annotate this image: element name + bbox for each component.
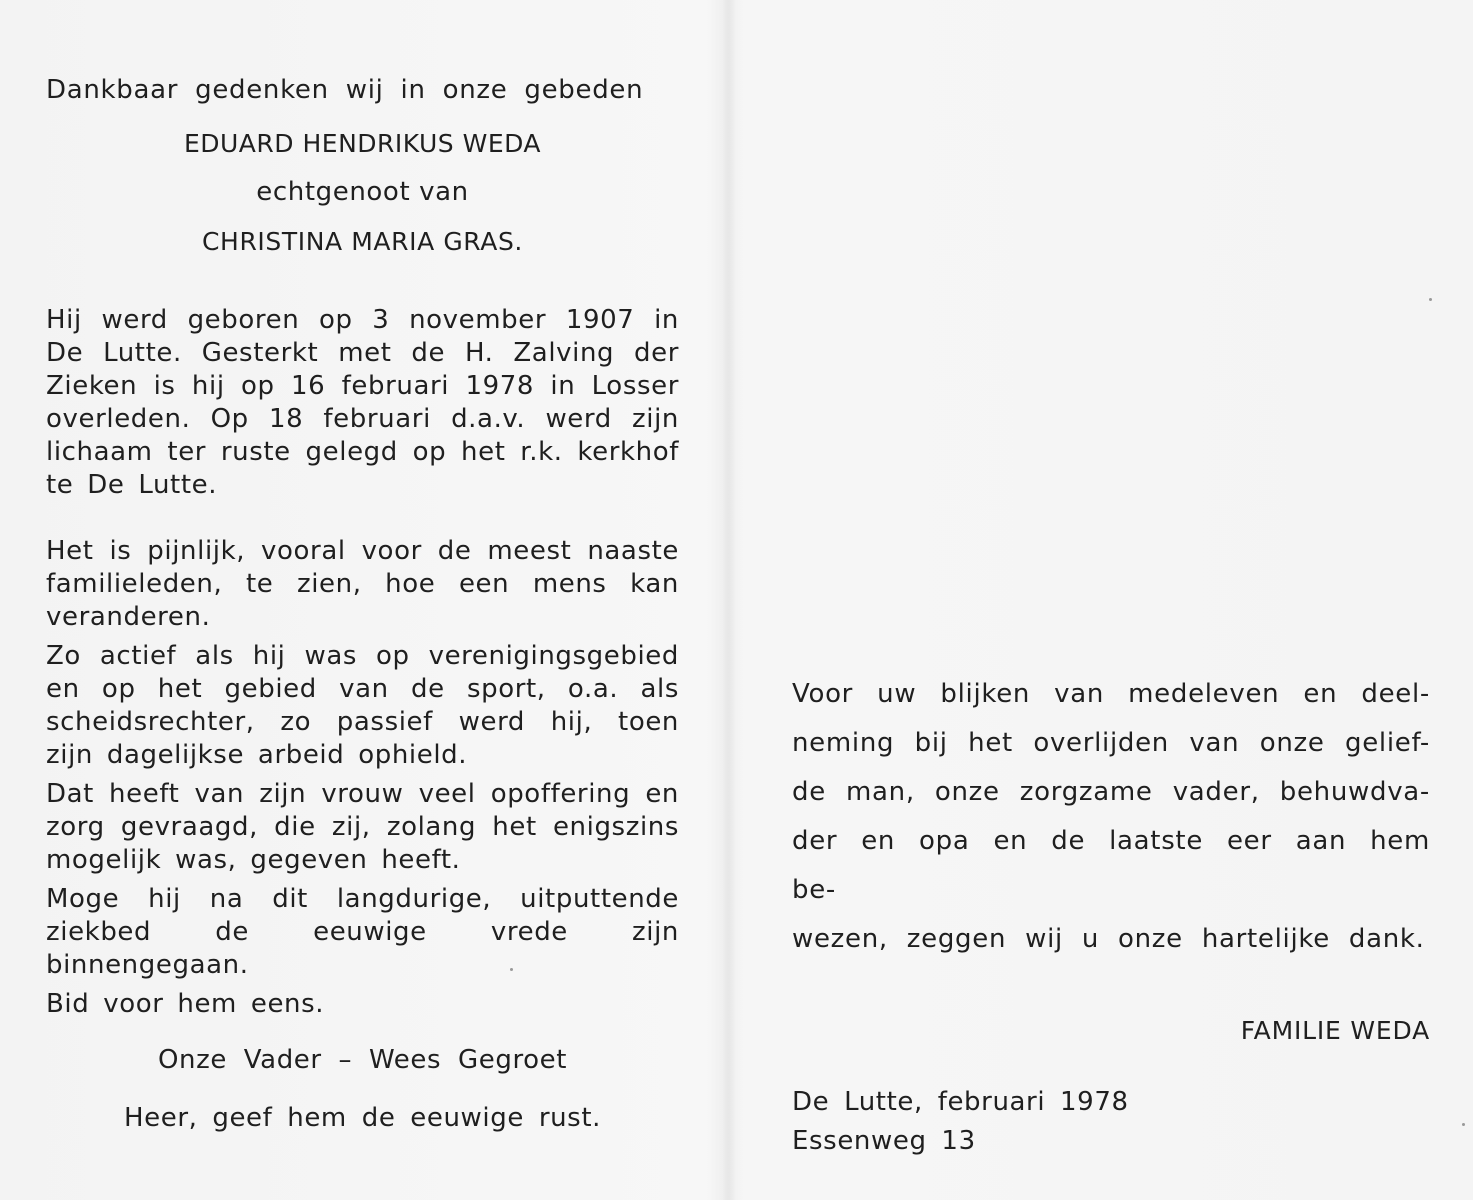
spouse-name: CHRISTINA MARIA GRAS. <box>202 227 523 256</box>
family-signature: FAMILIE WEDA <box>1240 1016 1430 1045</box>
intro-line: Dankbaar gedenken wij in onze gebeden <box>46 75 644 105</box>
prayer-line: Onze Vader – Wees Gegroet <box>157 1045 568 1075</box>
place-date: De Lutte, februari 1978 <box>792 1087 1129 1117</box>
biography-paragraph: Hij werd geboren op 3 november 1907 in De Lutte. Gesterkt met de H. Zalving der Zieken is hij op 16 februari 1978 in Losser overleden. Op 18 februari d.a.v. werd zijn lichaam ter ruste gelegd op het r.k. kerkhof te De Lutte. <box>46 305 679 500</box>
paper-speck <box>1462 1123 1465 1126</box>
thanks-line: neming bij het overlijden van onze gelief- <box>792 728 1430 758</box>
reflection-paragraph: Het is pijnlijk, vooral voor de meest naaste familieleden, te zien, hoe een mens kan veranderen. <box>46 536 679 632</box>
prayer-request: Bid voor hem eens. <box>46 989 325 1019</box>
deceased-name: EDUARD HENDRIKUS WEDA <box>183 129 542 158</box>
thanks-line: de man, onze zorgzame vader, behuwdva- <box>792 777 1430 807</box>
card-fold <box>722 0 736 1200</box>
thanks-line: der en opa en de laatste eer aan hem be- <box>792 826 1430 905</box>
left-panel <box>46 68 679 1135</box>
activity-paragraph: Zo actief als hij was op verenigingsgebied en op het gebied van de sport, o.a. als scheidsrechter, zo passief werd hij, toen zijn dagelijkse arbeid ophield. <box>46 641 679 770</box>
thanks-line: Voor uw blijken van medeleven en deel- <box>792 679 1430 709</box>
relation-text: echtgenoot van <box>256 177 469 207</box>
right-panel <box>792 670 1430 1161</box>
paper-speck <box>510 968 513 971</box>
care-paragraph: Dat heeft van zijn vrouw veel opoffering en zorg gevraagd, die zij, zolang het enigszins mogelijk was, gegeven heeft. <box>46 779 679 875</box>
peace-paragraph: Moge hij na dit langdurige, uitputtende ziekbed de eeuwige vrede zijn binnengegaan. <box>46 884 679 980</box>
paper-speck <box>1429 298 1432 301</box>
closing-prayer: Heer, geef hem de eeuwige rust. <box>123 1103 601 1133</box>
address: Essenweg 13 <box>792 1126 976 1156</box>
thanks-line: wezen, zeggen wij u onze hartelijke dank. <box>792 924 1425 954</box>
